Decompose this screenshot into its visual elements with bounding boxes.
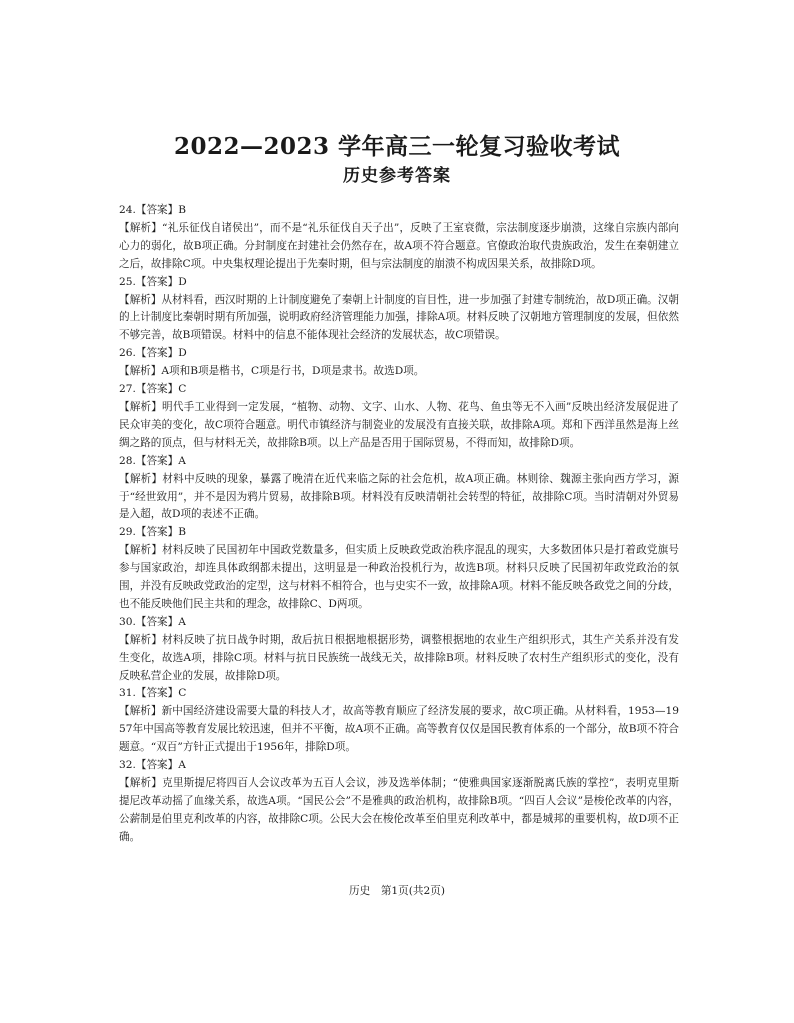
explanation: 【解析】明代手工业得到一定发展，“植物、动物、文字、山水、人物、花鸟、鱼虫等无不入画”反映出经济发展促进了民众审美的变化，故C项符合题意。明代市镇经济与制瓷业的发展没有直接关联，故排除A项。郑和下西洋虽然是海上丝绸之路的顶点，但与材料无关，故排除B项。以上产品是否用于国际贸易，不得而知，故排除D项。 [119,400,679,449]
question-31 [119,685,679,757]
answer-line: 31.【答案】C [119,687,187,700]
page-title: 2022—2023 学年高三一轮复习验收考试 [173,133,621,160]
answer-line: 25.【答案】D [119,275,187,288]
question-27 [119,381,679,453]
answer-line: 32.【答案】A [119,759,186,772]
answer-line: 28.【答案】A [119,454,186,467]
page-footer: 历史 第1页(共2页) [349,885,445,897]
explanation: 【解析】“礼乐征伐自诸侯出”，而不是“礼乐征伐自天子出”，反映了王室衰微，宗法制度逐步崩溃，这缘自宗族内部向心力的弱化，故B项正确。分封制度在封建社会仍然存在，故A项不符合题意。官僚政治取代贵族政治，发生在秦朝建立之后，故排除C项。中央集权理论提出于先秦时期，但与宗法制度的崩溃不构成因果关系，故排除D项。 [119,221,679,270]
answer-line: 29.【答案】B [119,526,187,539]
question-32 [119,757,679,847]
page-subtitle: 历史参考答案 [343,166,451,186]
explanation: 【解析】材料中反映的现象，暴露了晚清在近代来临之际的社会危机，故A项正确。林则徐、魏源主张向西方学习，源于“经世致用”，并不是因为鸦片贸易，故排除B项。材料没有反映清朝社会转型的特征，故排除C项。当时清朝对外贸易是入超，故D项的表述不正确。 [119,472,679,521]
answer-line: 27.【答案】C [119,383,187,396]
question-30 [119,614,679,686]
question-29 [119,524,679,614]
explanation: 【解析】新中国经济建设需要大量的科技人才，故高等教育顺应了经济发展的要求，故C项正确。从材料看，1953—1957年中国高等教育发展比较迅速，但并不平衡，故A项不正确。高等教育仅仅是国民教育体系的一个部分，故B项不符合题意。“双百”方针正式提出于1956年，排除D项。 [119,705,679,754]
explanation: 【解析】材料反映了民国初年中国政党数量多，但实质上反映政党政治秩序混乱的现实，大多数团体只是打着政党旗号参与国家政治，却连具体政纲都未提出，这明显是一种政治投机行为，故选B项。材料只反映了民国初年政党政治的氛围，并没有反映政党政治的定型，这与材料不相符合，也与史实不一致，故排除A项。材料不能反映各政党之间的分歧，也不能反映他们民主共和的理念，故排除C、D两项。 [119,544,679,610]
question-28 [119,453,679,525]
answer-list [119,202,679,847]
question-25 [119,274,679,346]
explanation: 【解析】从材料看，西汉时期的上计制度避免了秦朝上计制度的盲目性，进一步加强了封建专制统治，故D项正确。汉朝的上计制度比秦朝时期有所加强，说明政府经济管理能力加强，排除A项。材料反映了汉朝地方管理制度的发展，但依然不够完善，故B项错误。材料中的信息不能体现社会经济的发展状态，故C项错误。 [119,293,679,342]
answer-line: 30.【答案】A [119,615,186,628]
answer-line: 26.【答案】D [119,347,187,360]
explanation: 【解析】克里斯提尼将四百人会议改革为五百人会议，涉及选举体制；“使雅典国家逐渐脱离氏族的掌控”，表明克里斯提尼改革动摇了血缘关系，故选A项。“国民公会”不是雅典的政治机构，故排除B项。“四百人会议”是梭伦改革的内容，公薪制是伯里克利改革的内容，故排除C项。公民大会在梭伦改革至伯里克利改革中，都是城邦的重要机构，故D项不正确。 [119,777,679,843]
question-26 [119,345,679,381]
question-24 [119,202,679,274]
explanation: 【解析】A项和B项是楷书，C项是行书，D项是隶书。故选D项。 [119,365,425,378]
answer-line: 24.【答案】B [119,204,187,216]
explanation: 【解析】材料反映了抗日战争时期，敌后抗日根据地根据形势，调整根据地的农业生产组织形式，其生产关系并没有发生变化，故选A项，排除C项。材料与抗日民族统一战线无关，故排除B项。材料反映了农村生产组织形式的变化，没有反映私营企业的发展，故排除D项。 [119,633,679,682]
